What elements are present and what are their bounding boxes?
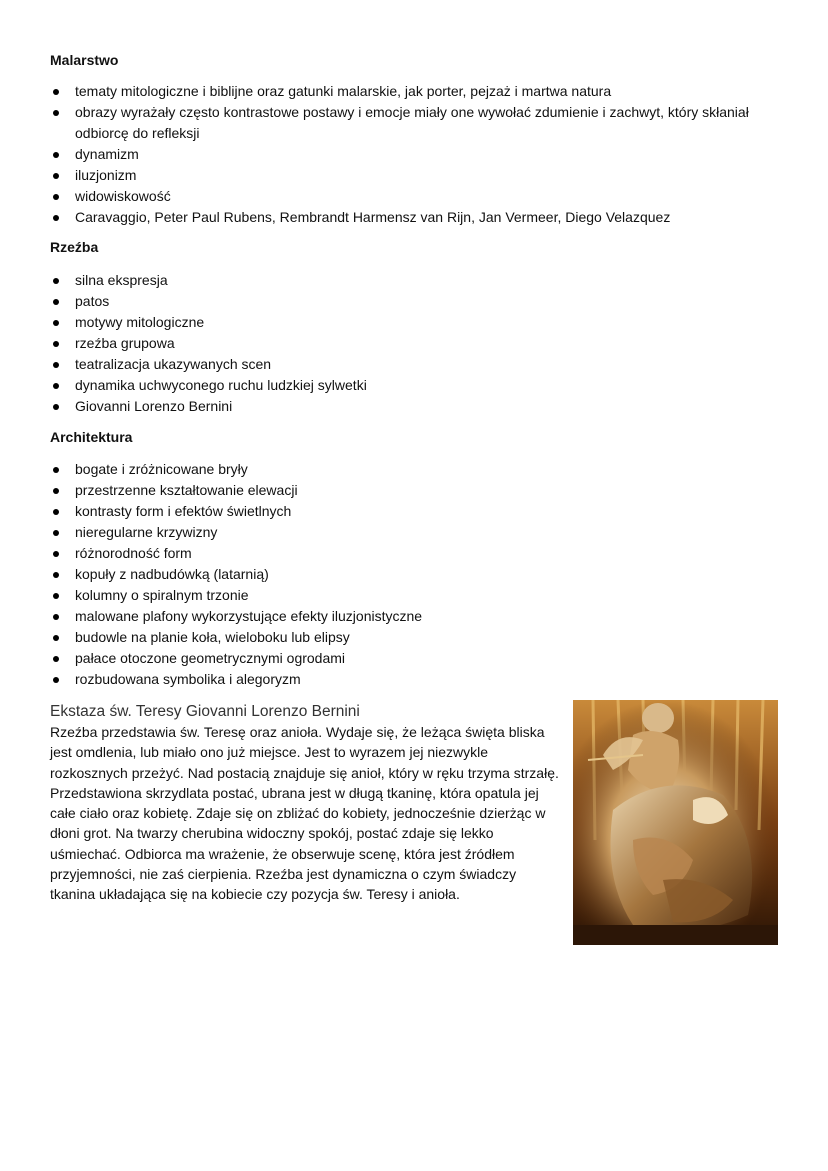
list-item: bogate i zróżnicowane bryły [50, 459, 770, 480]
list-item: iluzjonizm [50, 165, 770, 186]
list-item: kontrasty form i efektów świetlnych [50, 501, 770, 522]
list-item: pałace otoczone geometrycznymi ogrodami [50, 648, 770, 669]
list-item: silna ekspresja [50, 270, 770, 291]
sculpture-photo-image [573, 700, 778, 945]
list-item: malowane plafony wykorzystujące efekty iluzjonistyczne [50, 606, 770, 627]
list-item: widowiskowość [50, 186, 770, 207]
list-item: nieregularne krzywizny [50, 522, 770, 543]
article-title: Ekstaza św. Teresy Giovanni Lorenzo Bernini [50, 703, 360, 720]
list-item: rozbudowana symbolika i alegoryzm [50, 669, 770, 690]
list-item: obrazy wyrażały często kontrastowe postawy i emocje miały one wywołać zdumienie i zachwyt, który skłaniał odbiorcę do refleksji [50, 102, 770, 144]
list-item: motywy mitologiczne [50, 312, 770, 333]
list-item: dynamizm [50, 144, 770, 165]
list-item: kolumny o spiralnym trzonie [50, 585, 770, 606]
section-heading-rzezba: Rzeźba [50, 239, 99, 255]
section-heading-malarstwo: Malarstwo [50, 52, 119, 68]
list-item: różnorodność form [50, 543, 770, 564]
bullet-list-architektura [50, 459, 770, 690]
list-item: przestrzenne kształtowanie elewacji [50, 480, 770, 501]
list-item: tematy mitologiczne i biblijne oraz gatunki malarskie, jak porter, pejzaż i martwa natura [50, 81, 770, 102]
list-item: Giovanni Lorenzo Bernini [50, 396, 770, 417]
list-item: Caravaggio, Peter Paul Rubens, Rembrandt Harmensz van Rijn, Jan Vermeer, Diego Velazquez [50, 207, 770, 228]
section-heading-architektura: Architektura [50, 429, 133, 445]
list-item: budowle na planie koła, wieloboku lub elipsy [50, 627, 770, 648]
bullet-list-malarstwo [50, 81, 770, 228]
list-item: kopuły z nadbudówką (latarnią) [50, 564, 770, 585]
article-body: Rzeźba przedstawia św. Teresę oraz anioła. Wydaje się, że leżąca święta bliska jest omdlenia, lub miało ono już miejsce. Jest to wyrazem jej niezwykle rozkosznych przeżyć. Nad postacią znajduje się anioł, który w ręku trzyma strzałę. Przedstawiona skrzydlata postać, ubrana jest w długą tkaninę, która opatula jej całe ciało oraz kobietę. Zdaje się on zbliżać do kobiety, jednocześnie dzierżąc w dłoni grot. Na twarzy cherubina widoczny spokój, postać zdaje się lekko uśmiechać. Odbiorca ma wrażenie, że obserwuje scenę, która jest źródłem przyjemności, nie zaś cierpienia. Rzeźba jest dynamiczna o czym świadczy tkanina układająca się na kobiecie czy pozycja św. Teresy i anioła. [50, 724, 559, 903]
list-item: teatralizacja ukazywanych scen [50, 354, 770, 375]
list-item: patos [50, 291, 770, 312]
bullet-list-rzezba [50, 270, 770, 417]
list-item: rzeźba grupowa [50, 333, 770, 354]
list-item: dynamika uchwyconego ruchu ludzkiej sylwetki [50, 375, 770, 396]
